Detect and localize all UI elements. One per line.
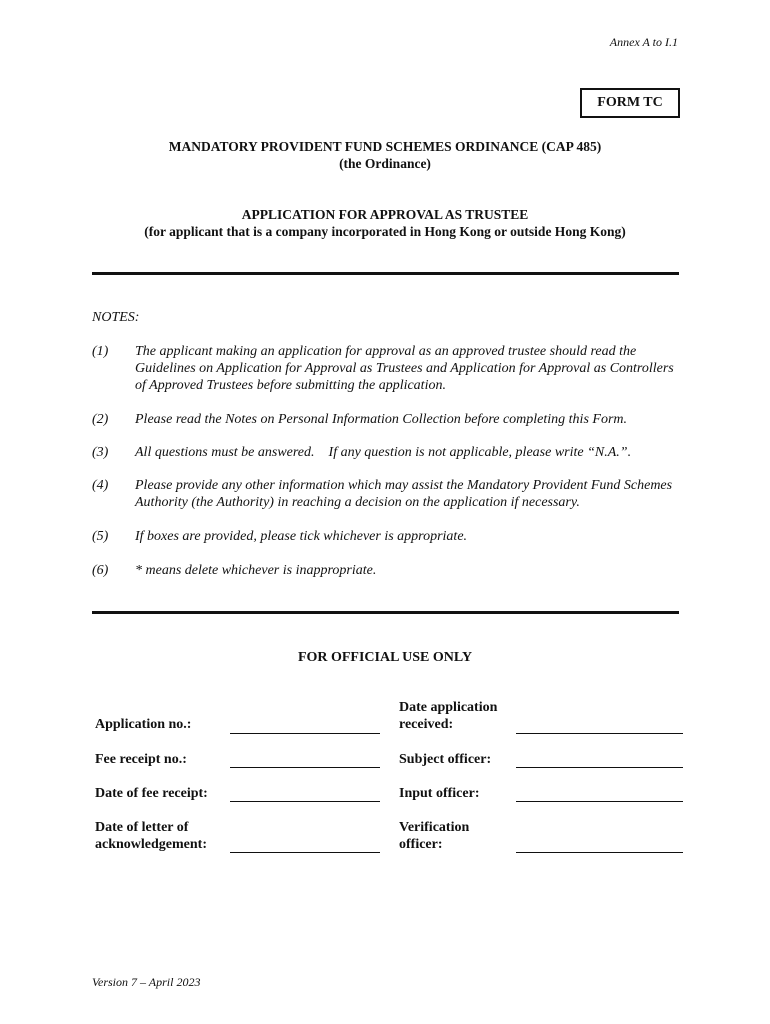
input-officer-field[interactable] <box>516 801 683 802</box>
date-acknowledgement-label: Date of letter of acknowledgement: <box>95 820 207 852</box>
date-acknowledgement-field[interactable] <box>230 852 380 853</box>
verification-officer-field[interactable] <box>516 852 683 853</box>
note-item <box>92 477 682 511</box>
version-footer: Version 7 – April 2023 <box>92 975 201 989</box>
application-no-field[interactable] <box>230 733 380 734</box>
application-no-label: Application no.: <box>95 717 192 732</box>
note-number: (4) <box>92 478 109 493</box>
subject-officer-field[interactable] <box>516 767 683 768</box>
note-item <box>92 562 682 579</box>
note-text: Please provide any other information which may assist the Mandatory Provident Fund Schemes Authority (the Authority) in reaching a decision on the application if necessary. <box>135 478 673 510</box>
note-text: If boxes are provided, please tick whichever is appropriate. <box>135 529 468 544</box>
application-title: APPLICATION FOR APPROVAL AS TRUSTEE <box>241 207 529 222</box>
subject-officer-label: Subject officer: <box>399 752 492 767</box>
note-text: Please read the Notes on Personal Information Collection before completing this Form. <box>135 412 628 427</box>
note-number: (3) <box>92 445 109 460</box>
form-code-box: FORM TC <box>580 88 680 118</box>
date-application-received-field[interactable] <box>516 733 683 734</box>
date-application-received-label: Date application received: <box>399 700 498 732</box>
note-number: (5) <box>92 529 109 544</box>
note-text: * means delete whichever is inappropriate. <box>135 563 377 578</box>
annex-reference: Annex A to I.1 <box>609 35 678 49</box>
ordinance-short-name: (the Ordinance) <box>339 156 431 171</box>
input-officer-label: Input officer: <box>399 786 480 801</box>
note-text: The applicant making an application for approval as an approved trustee should read the Guidelines on Application for Approval as Trustees and Application for Approval as Controllers of Approved Trustees before submitting the application. <box>135 344 674 393</box>
section-divider-bottom <box>92 611 679 614</box>
section-divider-top <box>92 272 679 275</box>
official-use-heading: FOR OFFICIAL USE ONLY <box>297 650 473 665</box>
date-fee-receipt-label: Date of fee receipt: <box>95 786 208 801</box>
note-item <box>92 528 682 545</box>
fee-receipt-no-field[interactable] <box>230 767 380 768</box>
application-subtitle: (for applicant that is a company incorporated in Hong Kong or outside Hong Kong) <box>144 224 626 239</box>
date-fee-receipt-field[interactable] <box>230 801 380 802</box>
note-text: All questions must be answered. If any question is not applicable, please write “N.A.”. <box>135 445 632 460</box>
note-item <box>92 343 682 394</box>
note-item <box>92 411 682 428</box>
note-number: (1) <box>92 344 109 359</box>
note-number: (6) <box>92 563 109 578</box>
ordinance-title: MANDATORY PROVIDENT FUND SCHEMES ORDINANCE (CAP 485) <box>168 139 602 154</box>
notes-heading: NOTES: <box>92 310 140 325</box>
fee-receipt-no-label: Fee receipt no.: <box>95 752 187 767</box>
note-item <box>92 444 682 461</box>
note-number: (2) <box>92 412 109 427</box>
verification-officer-label: Verification officer: <box>399 820 470 852</box>
